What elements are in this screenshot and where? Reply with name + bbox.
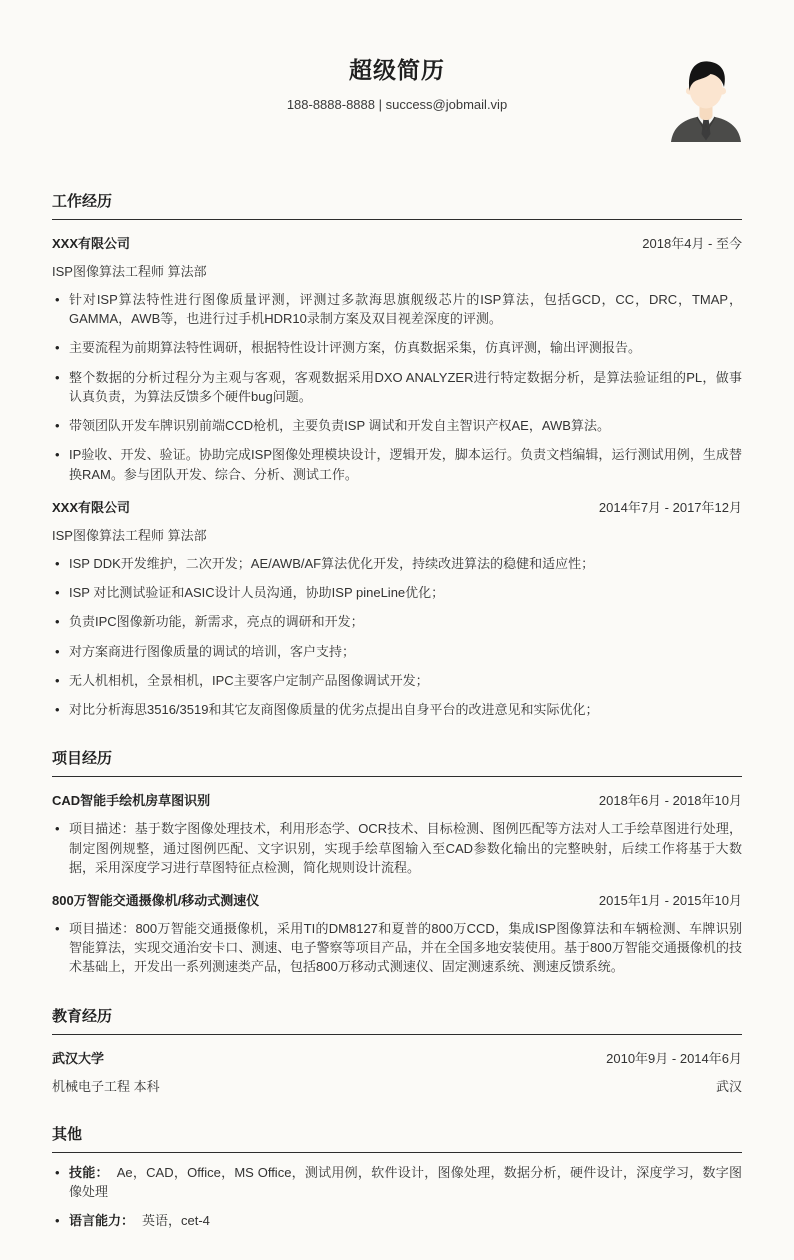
section-other xyxy=(52,1123,742,1231)
date-range: 2014年7月 - 2017年12月 xyxy=(598,499,742,515)
date-range: 2018年6月 - 2018年10月 xyxy=(598,793,742,809)
date-range: 2015年1月 - 2015年10月 xyxy=(598,892,742,908)
date-range: 2018年4月 - 至今 xyxy=(642,236,742,251)
bullet-item: • 带领团队开发车牌识别前端CCD枪机，主要负责ISP 调试和开发自主智识产权AE，AWB算法。 xyxy=(52,416,742,435)
bullet-list xyxy=(52,290,742,484)
skills-value: Ae，CAD，Office，MS Office，测试用例，软件设计，图像处理，数据分析，硬件设计，深度学习，数字图像处理 xyxy=(69,1164,742,1199)
school-name: 武汉大学 xyxy=(52,1050,105,1066)
company-name: XXX有限公司 xyxy=(52,499,131,515)
skills-item xyxy=(52,1163,742,1201)
education-entry xyxy=(52,1048,742,1095)
section-projects-title: 项目经历 xyxy=(52,747,742,777)
bullet-item: • 针对ISP算法特性进行图像质量评测，评测过多款海思旗舰级芯片的ISP算法，包括GCD，CC，DRC，TMAP，GAMMA，AWB等，也进行过手机HDR10录制方案及双目视差深度的评测。 xyxy=(52,290,742,328)
contact-info: 188-8888-8888 | success@jobmail.vip xyxy=(286,97,508,112)
bullet-item: • ISP 对比测试验证和ASIC设计人员沟通，协助ISP pineLine优化； xyxy=(52,583,742,602)
section-other-title: 其他 xyxy=(52,1123,742,1153)
bullet-item: • ISP DDK开发维护，二次开发；AE/AWB/AF算法优化开发，持续改进算法的稳健和适应性； xyxy=(52,554,742,573)
section-education-title: 教育经历 xyxy=(52,1005,742,1035)
section-education xyxy=(52,1005,742,1095)
job-title: ISP图像算法工程师 算法部 xyxy=(52,527,207,543)
bullet-list xyxy=(52,919,742,977)
bullet-item: • 主要流程为前期算法特性调研，根据特性设计评测方案，仿真数据采集，仿真评测，输出评测报告。 xyxy=(52,338,742,357)
bullet-item: • 对比分析海思3516/3519和其它友商图像质量的优劣点提出自身平台的改进意见和实际优化； xyxy=(52,700,742,719)
language-label: 语言能力： xyxy=(69,1213,135,1229)
resume-header xyxy=(52,52,742,162)
work-entry xyxy=(52,497,742,719)
date-range: 2010年9月 - 2014年6月 xyxy=(606,1050,742,1066)
section-work-title: 工作经历 xyxy=(52,190,742,220)
language-value: 英语，cet-4 xyxy=(142,1213,210,1229)
section-work xyxy=(52,190,742,719)
school-location: 武汉 xyxy=(715,1078,742,1094)
language-item xyxy=(52,1211,742,1230)
skills-label: 技能： xyxy=(69,1164,109,1180)
bullet-list xyxy=(52,554,742,719)
bullet-item: • 负责IPC图像新功能，新需求，亮点的调研和开发； xyxy=(52,612,742,631)
bullet-item: • 对方案商进行图像质量的调试的培训，客户支持； xyxy=(52,642,742,661)
project-name: 800万智能交通摄像机/移动式测速仪 xyxy=(52,892,260,908)
job-title: ISP图像算法工程师 算法部 xyxy=(52,264,207,279)
bullet-item: • IP验收、开发、验证。协助完成ISP图像处理模块设计，逻辑开发，脚本运行。负责文档编辑，运行测试用例，生成替换RAM。参与团队开发、综合、分析、测试工作。 xyxy=(52,445,742,483)
male-portrait-icon xyxy=(670,54,742,142)
project-name: CAD智能手绘机房草图识别 xyxy=(52,793,211,809)
section-projects xyxy=(52,747,742,976)
bullet-list xyxy=(52,1163,742,1231)
work-entry xyxy=(52,233,742,484)
avatar xyxy=(670,54,742,142)
project-entry xyxy=(52,790,742,877)
major-degree: 机械电子工程 本科 xyxy=(52,1078,160,1094)
company-name: XXX有限公司 xyxy=(52,236,131,251)
bullet-item: • 项目描述：基于数字图像处理技术，利用形态学、OCR技术、目标检测、图例匹配等方法对人工手绘草图进行处理，制定图例规整，通过图例匹配、文字识别，实现手绘草图输入至CAD参数化输出的完整映射，后续工作将基于大数据，采用深度学习进行草图特征点检测，简化规则设计流程。 xyxy=(52,819,742,877)
resume-title: 超级简历 xyxy=(349,57,445,83)
bullet-item: • 无人机相机，全景相机，IPC主要客户定制产品图像调试开发； xyxy=(52,671,742,690)
bullet-item: • 项目描述：800万智能交通摄像机，采用TI的DM8127和夏普的800万CCD，集成ISP图像算法和车辆检测、车牌识别智能算法，实现交通治安卡口、测速、电子警察等项目产品，并在全国多地安装使用。基于800万智能交通摄像机的技术基础上，开发出一系列测速类产品，包括800万移动式测速仪、固定测速系统、测速反馈系统。 xyxy=(52,919,742,977)
bullet-list xyxy=(52,819,742,877)
project-entry xyxy=(52,890,742,977)
bullet-item: • 整个数据的分析过程分为主观与客观，客观数据采用DXO ANALYZER进行特定数据分析，是算法验证组的PL，做事认真负责，为算法反馈多个硬件bug问题。 xyxy=(52,368,742,406)
